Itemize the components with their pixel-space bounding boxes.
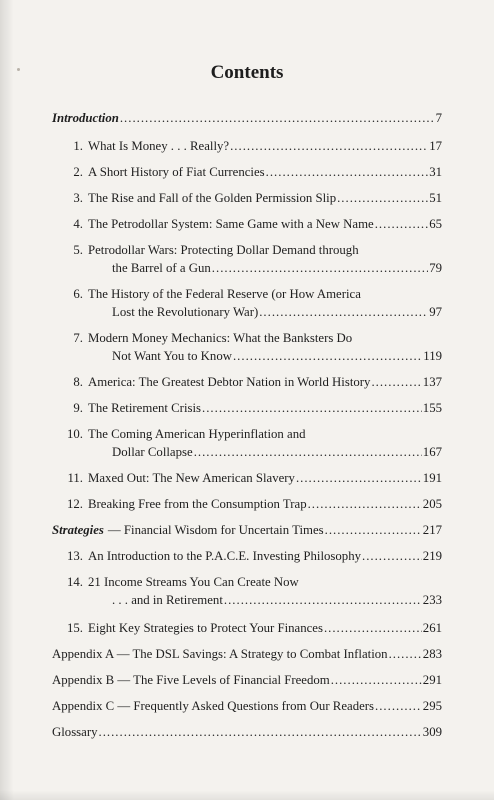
- toc-entry-7-line1[interactable]: [73, 330, 353, 346]
- toc-appendix-title: Appendix B — The Five Levels of Financial Freedom: [52, 673, 330, 687]
- toc-chapter-title-line1: The Coming American Hyperinflation and: [88, 427, 306, 441]
- toc-entry-6[interactable]: [112, 304, 442, 320]
- toc-entry-14[interactable]: [112, 592, 442, 608]
- dot-leader: [389, 646, 422, 662]
- toc-page-number: 51: [429, 191, 442, 205]
- dot-leader: [212, 260, 428, 276]
- toc-chapter-title-line1: Modern Money Mechanics: What the Banksters Do: [88, 331, 353, 345]
- toc-chapter-number: 1.: [73, 139, 83, 153]
- dot-leader: [325, 522, 422, 538]
- toc-chapter-number: 15.: [67, 621, 83, 635]
- toc-entry-11[interactable]: [67, 470, 442, 486]
- dot-leader: [230, 138, 428, 154]
- dot-leader: [202, 400, 422, 416]
- toc-chapter-title-line1: The History of the Federal Reserve (or How America: [88, 287, 361, 301]
- toc-entry-strategies[interactable]: [52, 522, 442, 538]
- toc-chapter-title: A Short History of Fiat Currencies: [88, 165, 265, 179]
- toc-entry-appendix-c[interactable]: [52, 698, 442, 714]
- toc-page-number: 205: [422, 497, 442, 511]
- toc-chapter-number: 11.: [67, 471, 83, 485]
- toc-entry-4[interactable]: [73, 216, 442, 232]
- toc-chapter-number: 10.: [67, 427, 83, 441]
- toc-entry-15[interactable]: [67, 620, 442, 636]
- toc-page-number: 31: [429, 165, 442, 179]
- toc-chapter-title: An Introduction to the P.A.C.E. Investing Philosophy: [88, 549, 361, 563]
- toc-page-number: 291: [422, 673, 442, 687]
- toc-page-number: 155: [422, 401, 442, 415]
- toc-chapter-number: 12.: [67, 497, 83, 511]
- toc-entry-2[interactable]: [73, 164, 442, 180]
- toc-page-number: 65: [429, 217, 442, 231]
- toc-page-number: 137: [422, 375, 442, 389]
- toc-entry-appendix-b[interactable]: [52, 672, 442, 688]
- toc-chapter-number: 14.: [67, 575, 83, 589]
- dot-leader: [99, 724, 422, 740]
- toc-entry-glossary[interactable]: [52, 724, 442, 740]
- toc-chapter-number: 8.: [73, 375, 83, 389]
- dot-leader: [362, 548, 422, 564]
- toc-appendix-title: Appendix A — The DSL Savings: A Strategy to Combat Inflation: [52, 647, 388, 661]
- page-gutter-shadow: [0, 0, 14, 800]
- toc-appendix-title: Appendix C — Frequently Asked Questions from Our Readers: [52, 699, 375, 713]
- dot-leader: [259, 304, 428, 320]
- toc-chapter-title: What Is Money . . . Really?: [88, 139, 230, 153]
- page-bottom-shade: [0, 790, 494, 800]
- dot-leader: [266, 164, 429, 180]
- toc-chapter-title: America: The Greatest Debtor Nation in World History: [88, 375, 371, 389]
- toc-entry-7[interactable]: [112, 348, 442, 364]
- toc-entry-5[interactable]: [112, 260, 442, 276]
- toc-entry-introduction[interactable]: [52, 110, 442, 126]
- toc-chapter-title: Maxed Out: The New American Slavery: [88, 471, 295, 485]
- dot-leader: [331, 672, 422, 688]
- toc-chapter-number: 6.: [73, 287, 83, 301]
- toc-page-number: 219: [422, 549, 442, 563]
- toc-chapter-number: 3.: [73, 191, 83, 205]
- toc-chapter-title: The Petrodollar System: Same Game with a New Name: [88, 217, 374, 231]
- toc-entry-1[interactable]: [73, 138, 442, 154]
- toc-entry-appendix-a[interactable]: [52, 646, 442, 662]
- page-title: Contents: [210, 62, 284, 83]
- toc-entry-13[interactable]: [67, 548, 442, 564]
- toc-entry-6-line1[interactable]: [73, 286, 361, 302]
- toc-chapter-title: Not Want You to Know: [112, 349, 232, 363]
- toc-entry-9[interactable]: [73, 400, 442, 416]
- toc-entry-10-line1[interactable]: [67, 426, 306, 442]
- dot-leader: [337, 190, 428, 206]
- toc-chapter-title: . . . and in Retirement: [112, 593, 223, 607]
- toc-chapter-title: The Retirement Crisis: [88, 401, 202, 415]
- toc-chapter-title: Eight Key Strategies to Protect Your Finances: [88, 621, 323, 635]
- dot-leader: [194, 444, 422, 460]
- toc-chapter-number: 9.: [73, 401, 83, 415]
- toc-chapter-title: The Rise and Fall of the Golden Permission Slip: [88, 191, 337, 205]
- toc-glossary-title: Glossary: [52, 725, 98, 739]
- dot-leader: [324, 620, 422, 636]
- toc-entry-3[interactable]: [73, 190, 442, 206]
- toc-chapter-number: 7.: [73, 331, 83, 345]
- toc-page-number: 79: [429, 261, 442, 275]
- toc-page-number: 97: [429, 305, 442, 319]
- toc-entry-5-line1[interactable]: [73, 242, 359, 258]
- dot-leader: [375, 698, 422, 714]
- dot-leader: [120, 110, 435, 126]
- dot-leader: [375, 216, 428, 232]
- toc-page-number: 261: [422, 621, 442, 635]
- toc-section-title: Introduction: [52, 111, 119, 125]
- toc-chapter-title: the Barrel of a Gun: [112, 261, 211, 275]
- dot-leader: [371, 374, 421, 390]
- toc-chapter-number: 4.: [73, 217, 83, 231]
- toc-page-number: 283: [422, 647, 442, 661]
- dot-leader: [296, 470, 422, 486]
- toc-chapter-title: Dollar Collapse: [112, 445, 193, 459]
- toc-chapter-title-line1: 21 Income Streams You Can Create Now: [88, 575, 299, 589]
- toc-entry-14-line1[interactable]: [67, 574, 299, 590]
- toc-chapter-number: 2.: [73, 165, 83, 179]
- toc-page-number: 167: [422, 445, 442, 459]
- toc-page-number: 191: [422, 471, 442, 485]
- toc-chapter-title: Lost the Revolutionary War): [112, 305, 259, 319]
- toc-entry-12[interactable]: [67, 496, 442, 512]
- dot-leader: [233, 348, 422, 364]
- dot-leader: [224, 592, 422, 608]
- toc-page-number: 17: [429, 139, 442, 153]
- toc-section-title: Strategies: [52, 523, 104, 537]
- toc-chapter-title: Breaking Free from the Consumption Trap: [88, 497, 307, 511]
- dot-leader: [308, 496, 422, 512]
- toc-page-number: 309: [422, 725, 442, 739]
- toc-page-number: 233: [422, 593, 442, 607]
- toc-chapter-number: 13.: [67, 549, 83, 563]
- toc-chapter-title-line1: Petrodollar Wars: Protecting Dollar Demand through: [88, 243, 359, 257]
- toc-section-subtitle: — Financial Wisdom for Uncertain Times: [107, 523, 324, 537]
- toc-entry-10[interactable]: [112, 444, 442, 460]
- toc-entry-8[interactable]: [73, 374, 442, 390]
- toc-chapter-number: 5.: [73, 243, 83, 257]
- toc-page-number: 217: [422, 523, 442, 537]
- toc-page-number: 119: [423, 349, 442, 363]
- toc-page-number: 295: [422, 699, 442, 713]
- toc-page-number: 7: [435, 111, 442, 125]
